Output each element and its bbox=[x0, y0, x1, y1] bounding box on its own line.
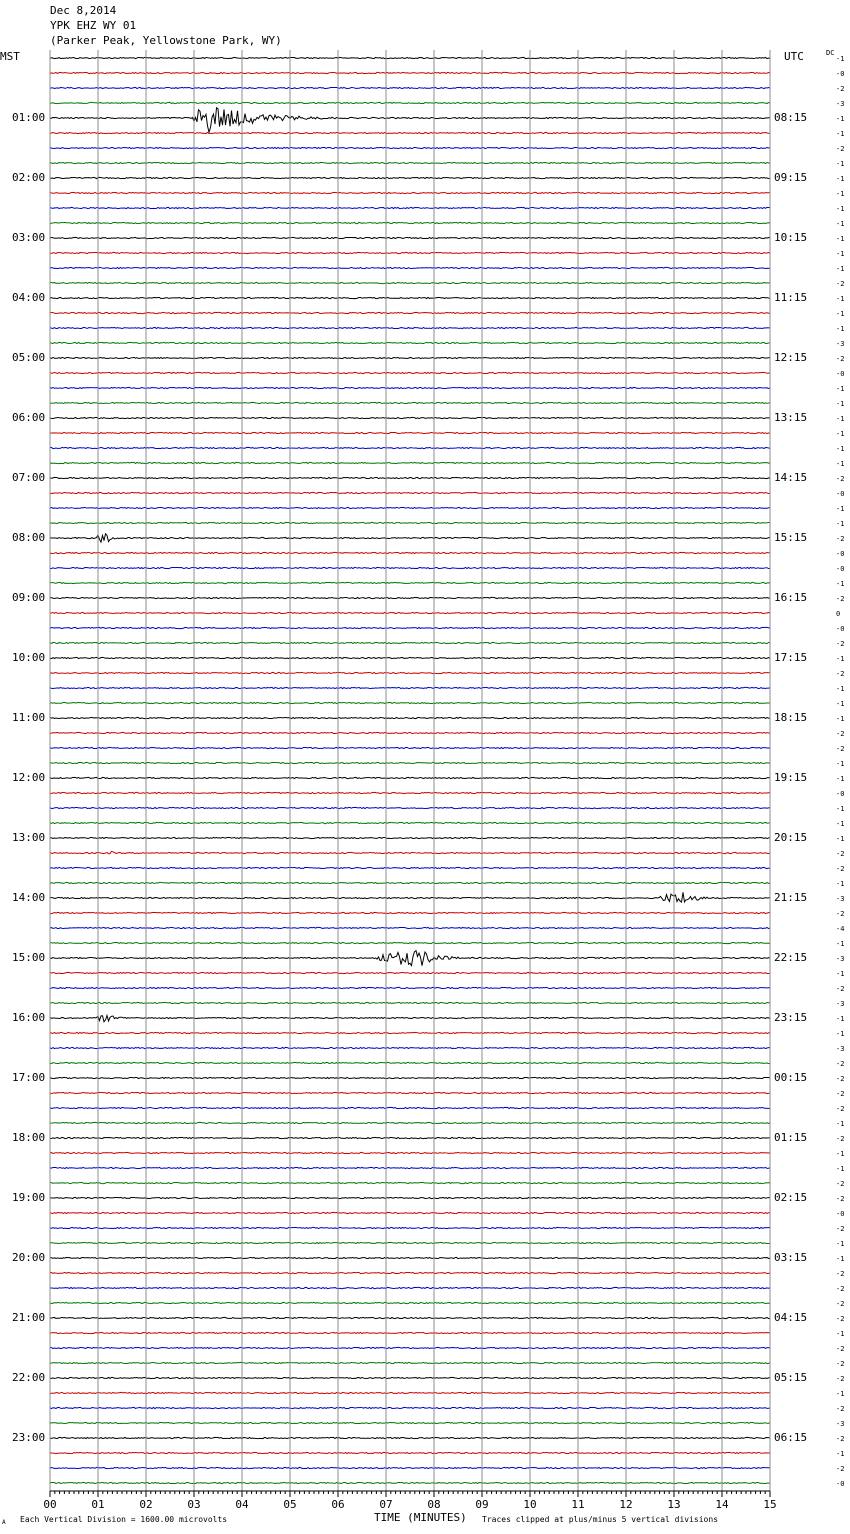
mst-hour-label: 13:00 bbox=[12, 831, 46, 844]
seismic-trace bbox=[50, 1062, 770, 1063]
mst-hour-label: 02:00 bbox=[12, 171, 46, 184]
seismic-trace bbox=[50, 462, 770, 463]
seismic-trace bbox=[50, 597, 770, 598]
mst-hour-label: 23:00 bbox=[12, 1431, 46, 1444]
seismic-trace bbox=[50, 402, 770, 403]
x-tick-label: 10 bbox=[523, 1498, 537, 1511]
mst-hour-label: 21:00 bbox=[12, 1311, 46, 1324]
x-tick-label: 05 bbox=[283, 1498, 297, 1511]
dc-offset-label: -1 bbox=[836, 1240, 845, 1248]
dc-offset-label: -1 bbox=[836, 220, 845, 228]
dc-offset-label: -1 bbox=[836, 580, 845, 588]
dc-offset-label: -2 bbox=[836, 355, 845, 363]
dc-offset-label: -2 bbox=[836, 730, 845, 738]
utc-hour-label: 20:15 bbox=[774, 831, 808, 844]
utc-hour-label: 23:15 bbox=[774, 1011, 808, 1024]
x-tick-label: 13 bbox=[667, 1498, 681, 1511]
seismic-trace bbox=[50, 892, 770, 902]
dc-offset-label: -2 bbox=[836, 1465, 845, 1473]
seismic-trace bbox=[50, 1197, 770, 1198]
seismic-trace bbox=[50, 147, 770, 148]
seismic-trace bbox=[50, 942, 770, 943]
minute-grid bbox=[50, 50, 770, 1491]
dc-offset-label: -2 bbox=[836, 1195, 845, 1203]
mst-hour-label: 16:00 bbox=[12, 1011, 46, 1024]
dc-offset-label: -2 bbox=[836, 595, 845, 603]
right-timezone-label: UTC bbox=[784, 50, 804, 63]
utc-hour-label: 13:15 bbox=[774, 411, 808, 424]
utc-hour-label: 18:15 bbox=[774, 711, 808, 724]
seismic-trace bbox=[50, 162, 770, 163]
dc-offset-label: -2 bbox=[836, 1135, 845, 1143]
mst-hour-label: 05:00 bbox=[12, 351, 46, 364]
clipping-note: Traces clipped at plus/minus 5 vertical divisions bbox=[482, 1515, 719, 1524]
dc-offset-label: -2 bbox=[836, 1180, 845, 1188]
dc-offset-label: -2 bbox=[836, 1360, 845, 1368]
seismic-trace bbox=[50, 1317, 770, 1318]
seismic-trace bbox=[50, 1272, 770, 1273]
dc-offset-label: -1 bbox=[836, 430, 845, 438]
dc-offset-label: -1 bbox=[836, 1450, 845, 1458]
seismic-trace bbox=[50, 108, 770, 133]
dc-offset-label: -1 bbox=[836, 295, 845, 303]
dc-offset-label: -1 bbox=[836, 235, 845, 243]
dc-offset-label: -1 bbox=[836, 1150, 845, 1158]
seismic-trace bbox=[50, 1015, 770, 1021]
mst-hour-label: 22:00 bbox=[12, 1371, 46, 1384]
utc-hour-label: 09:15 bbox=[774, 171, 808, 184]
dc-offset-label: -3 bbox=[836, 100, 845, 108]
seismic-trace bbox=[50, 447, 770, 448]
mst-hour-label: 11:00 bbox=[12, 711, 46, 724]
dc-offset-label: -3 bbox=[836, 1000, 845, 1008]
seismic-trace bbox=[50, 657, 770, 658]
seismic-trace bbox=[50, 1452, 770, 1453]
dc-offset-label: -0 bbox=[836, 790, 845, 798]
dc-offset-label: -1 bbox=[836, 520, 845, 528]
dc-offset-label: -1 bbox=[836, 760, 845, 768]
mst-hour-label: 17:00 bbox=[12, 1071, 46, 1084]
dc-offset-label: -2 bbox=[836, 1300, 845, 1308]
seismic-trace bbox=[50, 1467, 770, 1468]
station-code: YPK EHZ WY 01 bbox=[50, 19, 137, 32]
dc-offset-label: -3 bbox=[836, 895, 845, 903]
dc-offset-label: -0 bbox=[836, 1210, 845, 1218]
x-tick-label: 00 bbox=[43, 1498, 57, 1511]
seismic-trace bbox=[50, 747, 770, 748]
dc-offset-label: -1 bbox=[836, 415, 845, 423]
seismic-trace bbox=[50, 132, 770, 133]
seismic-trace bbox=[50, 252, 770, 253]
seismic-trace bbox=[50, 492, 770, 493]
seismic-trace bbox=[50, 297, 770, 298]
seismic-trace bbox=[50, 102, 770, 103]
dc-offset-label: -2 bbox=[836, 1285, 845, 1293]
seismic-trace bbox=[50, 951, 770, 966]
dc-offset-label: -1 bbox=[836, 1120, 845, 1128]
mst-hour-label: 10:00 bbox=[12, 651, 46, 664]
seismic-trace bbox=[50, 1422, 770, 1423]
seismic-trace bbox=[50, 1377, 770, 1378]
x-axis-title: TIME (MINUTES) bbox=[374, 1511, 467, 1524]
utc-hour-label: 00:15 bbox=[774, 1071, 808, 1084]
dc-offset-label: -1 bbox=[836, 460, 845, 468]
seismic-trace bbox=[50, 702, 770, 703]
dc-offset-label: -1 bbox=[836, 115, 845, 123]
dc-offset-label: -3 bbox=[836, 955, 845, 963]
seismic-trace bbox=[50, 357, 770, 358]
dc-offset-label: -2 bbox=[836, 1075, 845, 1083]
seismic-trace bbox=[50, 882, 770, 883]
utc-hour-label: 05:15 bbox=[774, 1371, 808, 1384]
utc-hour-label: 04:15 bbox=[774, 1311, 808, 1324]
dc-offset-label: -3 bbox=[836, 1420, 845, 1428]
dc-offset-label: -1 bbox=[836, 700, 845, 708]
seismic-trace bbox=[50, 1032, 770, 1033]
seismic-trace bbox=[50, 732, 770, 733]
seismic-trace bbox=[50, 1077, 770, 1078]
dc-offset-label: -1 bbox=[836, 880, 845, 888]
utc-hour-label: 14:15 bbox=[774, 471, 808, 484]
seismic-trace bbox=[50, 822, 770, 823]
seismic-trace bbox=[50, 807, 770, 808]
seismic-trace bbox=[50, 1482, 770, 1483]
seismic-trace bbox=[50, 717, 770, 718]
mst-hour-label: 19:00 bbox=[12, 1191, 46, 1204]
seismic-trace bbox=[50, 1167, 770, 1168]
dc-offset-label: -2 bbox=[836, 985, 845, 993]
dc-offset-label: -1 bbox=[836, 205, 845, 213]
dc-offset-label: -0 bbox=[836, 1480, 845, 1488]
seismic-trace bbox=[50, 1137, 770, 1138]
x-tick-label: 15 bbox=[763, 1498, 777, 1511]
seismic-trace bbox=[50, 282, 770, 283]
seismic-trace bbox=[50, 1212, 770, 1213]
seismic-trace bbox=[50, 522, 770, 523]
seismic-trace bbox=[50, 312, 770, 313]
utc-hour-label: 17:15 bbox=[774, 651, 808, 664]
dc-offset-label: -2 bbox=[836, 535, 845, 543]
seismic-trace bbox=[50, 672, 770, 673]
seismic-trace bbox=[50, 777, 770, 778]
dc-offset-label: -1 bbox=[836, 1165, 845, 1173]
x-tick-label: 06 bbox=[331, 1498, 345, 1511]
seismic-trace bbox=[50, 1047, 770, 1048]
seismic-trace bbox=[50, 1347, 770, 1348]
seismic-trace bbox=[50, 1227, 770, 1228]
dc-offset-label: -2 bbox=[836, 670, 845, 678]
seismic-trace bbox=[50, 222, 770, 223]
utc-hour-label: 02:15 bbox=[774, 1191, 808, 1204]
dc-offset-label: -2 bbox=[836, 280, 845, 288]
seismic-trace bbox=[50, 87, 770, 88]
dc-offset-label: -0 bbox=[836, 370, 845, 378]
dc-offset-label: -1 bbox=[836, 715, 845, 723]
x-tick-label: 14 bbox=[715, 1498, 729, 1511]
seismic-trace bbox=[50, 912, 770, 913]
utc-hour-label: 08:15 bbox=[774, 111, 808, 124]
dc-offset-label: -4 bbox=[836, 925, 845, 933]
seismic-trace bbox=[50, 1392, 770, 1393]
seismic-trace bbox=[50, 582, 770, 583]
seismic-trace bbox=[50, 1182, 770, 1183]
dc-offset-label: -1 bbox=[836, 55, 845, 63]
seismic-trace bbox=[50, 477, 770, 478]
seismic-trace bbox=[50, 627, 770, 628]
x-tick-label: 04 bbox=[235, 1498, 249, 1511]
x-tick-label: 08 bbox=[427, 1498, 441, 1511]
x-tick-label: 01 bbox=[91, 1498, 105, 1511]
seismic-trace bbox=[50, 837, 770, 838]
x-tick-label: 12 bbox=[619, 1498, 633, 1511]
utc-hour-label: 15:15 bbox=[774, 531, 808, 544]
mst-hour-label: 18:00 bbox=[12, 1131, 46, 1144]
seismic-trace bbox=[50, 57, 770, 58]
seismic-trace bbox=[50, 762, 770, 763]
seismic-trace bbox=[50, 237, 770, 238]
dc-offset-label: -2 bbox=[836, 1405, 845, 1413]
dc-offset-label: -0 bbox=[836, 70, 845, 78]
seismic-trace bbox=[50, 567, 770, 568]
dc-offset-label: -0 bbox=[836, 550, 845, 558]
dc-offset-label: -1 bbox=[836, 250, 845, 258]
seismic-trace bbox=[50, 1437, 770, 1438]
dc-offset-label: -2 bbox=[836, 910, 845, 918]
dc-offset-label: -3 bbox=[836, 340, 845, 348]
mst-hour-label: 07:00 bbox=[12, 471, 46, 484]
dc-offset-label: -2 bbox=[836, 865, 845, 873]
seismic-trace bbox=[50, 1287, 770, 1288]
utc-hour-label: 06:15 bbox=[774, 1431, 808, 1444]
dc-offset-label: -1 bbox=[836, 1255, 845, 1263]
seismic-trace bbox=[50, 72, 770, 73]
utc-hour-label: 01:15 bbox=[774, 1131, 808, 1144]
dc-offset-label: -1 bbox=[836, 385, 845, 393]
seismic-trace bbox=[50, 1257, 770, 1258]
seismic-trace bbox=[50, 534, 770, 542]
vertical-division-note: Each Vertical Division = 1600.00 microvolts bbox=[20, 1515, 228, 1524]
mst-hour-label: 15:00 bbox=[12, 951, 46, 964]
seismic-trace bbox=[50, 1302, 770, 1303]
dc-offset-label: -1 bbox=[836, 655, 845, 663]
seismic-trace bbox=[50, 687, 770, 688]
x-axis bbox=[43, 1491, 776, 1511]
seismic-trace bbox=[50, 927, 770, 928]
mst-hour-label: 06:00 bbox=[12, 411, 46, 424]
dc-offset-label: -0 bbox=[836, 565, 845, 573]
seismic-trace bbox=[50, 1242, 770, 1243]
dc-offset-label: -1 bbox=[836, 175, 845, 183]
utc-hour-label: 22:15 bbox=[774, 951, 808, 964]
dc-offset-label: -1 bbox=[836, 775, 845, 783]
x-tick-label: 11 bbox=[571, 1498, 585, 1511]
seismic-trace bbox=[50, 372, 770, 373]
seismic-trace bbox=[50, 507, 770, 508]
seismic-trace bbox=[50, 417, 770, 418]
dc-offset-label: -1 bbox=[836, 1015, 845, 1023]
station-location: (Parker Peak, Yellowstone Park, WY) bbox=[50, 34, 282, 47]
dc-offset-label: -1 bbox=[836, 820, 845, 828]
dc-offset-label: -0 bbox=[836, 490, 845, 498]
dc-offset-label: -2 bbox=[836, 1315, 845, 1323]
corner-mark: A bbox=[2, 1519, 6, 1526]
seismic-trace bbox=[50, 387, 770, 388]
utc-hour-label: 03:15 bbox=[774, 1251, 808, 1264]
dc-offset-label: -3 bbox=[836, 1045, 845, 1053]
seismic-trace bbox=[50, 1107, 770, 1108]
dc-offset-label: -1 bbox=[836, 310, 845, 318]
seismic-trace bbox=[50, 1002, 770, 1003]
dc-offset-label: -1 bbox=[836, 190, 845, 198]
left-timezone-label: MST bbox=[0, 50, 20, 63]
utc-hour-label: 11:15 bbox=[774, 291, 808, 304]
mst-hour-label: 20:00 bbox=[12, 1251, 46, 1264]
dc-offset-label: -2 bbox=[836, 850, 845, 858]
dc-offset-label: -1 bbox=[836, 970, 845, 978]
seismic-trace bbox=[50, 267, 770, 268]
seismic-trace bbox=[50, 1152, 770, 1153]
seismic-trace bbox=[50, 207, 770, 208]
dc-offset-label: -2 bbox=[836, 745, 845, 753]
seismic-trace bbox=[50, 987, 770, 988]
seismic-trace bbox=[50, 612, 770, 613]
dc-offset-label: -2 bbox=[836, 475, 845, 483]
dc-offset-label: -1 bbox=[836, 1030, 845, 1038]
utc-hour-label: 16:15 bbox=[774, 591, 808, 604]
x-tick-label: 03 bbox=[187, 1498, 201, 1511]
dc-offset-label: -2 bbox=[836, 85, 845, 93]
seismic-trace bbox=[50, 1092, 770, 1093]
mst-hour-label: 14:00 bbox=[12, 891, 46, 904]
mst-hour-label: 04:00 bbox=[12, 291, 46, 304]
dc-offset-label: -1 bbox=[836, 940, 845, 948]
x-tick-label: 07 bbox=[379, 1498, 393, 1511]
dc-offset-label: -1 bbox=[836, 445, 845, 453]
seismic-trace bbox=[50, 1407, 770, 1408]
dc-offset-label: -2 bbox=[836, 1345, 845, 1353]
utc-hour-label: 21:15 bbox=[774, 891, 808, 904]
dc-offset-label: -1 bbox=[836, 265, 845, 273]
dc-offset-label: -1 bbox=[836, 130, 845, 138]
dc-offset-label: -1 bbox=[836, 160, 845, 168]
mst-hour-label: 12:00 bbox=[12, 771, 46, 784]
trace-group bbox=[50, 55, 844, 1488]
dc-offset-label: -2 bbox=[836, 640, 845, 648]
dc-offset-label: -2 bbox=[836, 1090, 845, 1098]
seismic-trace bbox=[50, 552, 770, 553]
seismic-trace bbox=[50, 177, 770, 178]
dc-offset-label: -1 bbox=[836, 835, 845, 843]
dc-offset-label: 0 bbox=[836, 610, 841, 618]
dc-offset-label: -1 bbox=[836, 325, 845, 333]
dc-offset-label: -2 bbox=[836, 1225, 845, 1233]
dc-offset-label: -1 bbox=[836, 505, 845, 513]
dc-offset-label: -2 bbox=[836, 1435, 845, 1443]
dc-offset-label: -2 bbox=[836, 1270, 845, 1278]
dc-offset-label: -1 bbox=[836, 805, 845, 813]
dc-offset-label: -1 bbox=[836, 685, 845, 693]
seismic-trace bbox=[50, 432, 770, 433]
utc-hour-label: 12:15 bbox=[774, 351, 808, 364]
dc-offset-label: -1 bbox=[836, 400, 845, 408]
dc-offset-label: -2 bbox=[836, 1105, 845, 1113]
utc-hour-label: 19:15 bbox=[774, 771, 808, 784]
seismic-trace bbox=[50, 327, 770, 328]
seismic-trace bbox=[50, 342, 770, 343]
dc-offset-label: -2 bbox=[836, 145, 845, 153]
seismic-trace bbox=[50, 851, 770, 854]
seismic-trace bbox=[50, 972, 770, 973]
mst-hour-label: 08:00 bbox=[12, 531, 46, 544]
dc-offset-label: -2 bbox=[836, 1375, 845, 1383]
mst-hour-label: 01:00 bbox=[12, 111, 46, 124]
dc-offset-label: -2 bbox=[836, 1060, 845, 1068]
dc-header-label: DC bbox=[826, 49, 835, 57]
seismic-trace bbox=[50, 192, 770, 193]
seismic-trace bbox=[50, 642, 770, 643]
seismic-trace bbox=[50, 1122, 770, 1123]
seismic-trace bbox=[50, 1332, 770, 1333]
seismic-trace bbox=[50, 1362, 770, 1363]
x-tick-label: 09 bbox=[475, 1498, 489, 1511]
plot-date: Dec 8,2014 bbox=[50, 4, 117, 17]
seismic-trace bbox=[50, 867, 770, 868]
dc-offset-label: -0 bbox=[836, 625, 845, 633]
mst-hour-label: 09:00 bbox=[12, 591, 46, 604]
dc-offset-label: -1 bbox=[836, 1390, 845, 1398]
mst-hour-label: 03:00 bbox=[12, 231, 46, 244]
dc-offset-label: -1 bbox=[836, 1330, 845, 1338]
utc-hour-label: 10:15 bbox=[774, 231, 808, 244]
x-tick-label: 02 bbox=[139, 1498, 153, 1511]
seismic-trace bbox=[50, 792, 770, 793]
